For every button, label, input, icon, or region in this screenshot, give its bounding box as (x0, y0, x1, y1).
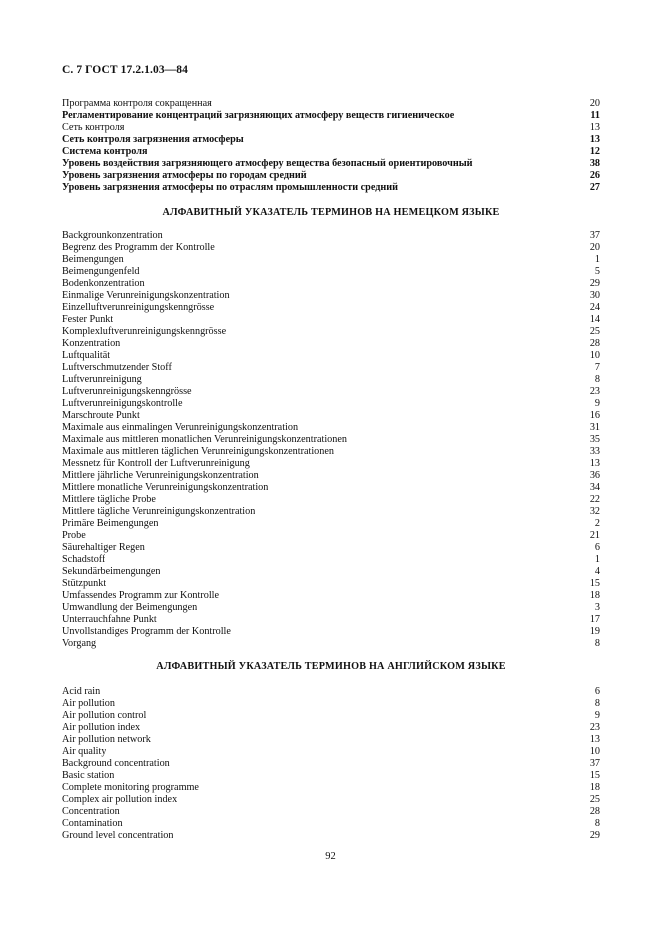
index-entry (62, 110, 600, 122)
index-page-ref: 15 (589, 578, 600, 589)
index-page-ref: 37 (589, 758, 600, 769)
index-entry (62, 398, 600, 410)
index-page-ref: 20 (589, 242, 600, 253)
index-entry (62, 566, 600, 578)
index-term: Fester Punkt (62, 314, 114, 325)
index-term: Maximale aus einmalingen Verunreinigungskonzentration (62, 422, 299, 433)
index-page-ref: 38 (589, 158, 600, 169)
index-page-ref: 16 (589, 410, 600, 421)
index-page-ref: 24 (589, 302, 600, 313)
index-page-ref: 6 (594, 686, 600, 697)
index-page-ref: 6 (594, 542, 600, 553)
index-entry (62, 158, 600, 170)
index-entry (62, 722, 600, 734)
index-term: Unterrauchfahne Punkt (62, 614, 157, 625)
index-entry (62, 470, 600, 482)
index-entry (62, 314, 600, 326)
index-entry (62, 482, 600, 494)
index-entry (62, 554, 600, 566)
index-entry (62, 434, 600, 446)
index-entry (62, 230, 600, 242)
index-page-ref: 13 (589, 734, 600, 745)
index-term: Air pollution network (62, 734, 151, 745)
index-term: Primäre Beimengungen (62, 518, 159, 529)
index-term: Система контроля (62, 146, 148, 157)
index-entry (62, 326, 600, 338)
index-term: Bodenkonzentration (62, 278, 145, 289)
index-term: Marschroute Punkt (62, 410, 140, 421)
index-term: Mittlere jährliche Verunreinigungskonzentration (62, 470, 259, 481)
index-term: Maximale aus mittleren täglichen Verunreinigungskonzentrationen (62, 446, 334, 457)
index-page-ref: 14 (589, 314, 600, 325)
index-term: Уровень воздействия загрязняющего атмосферу вещества безопасный ориентировочный (62, 158, 473, 169)
index-entry (62, 254, 600, 266)
index-term: Сеть контроля загрязнения атмосферы (62, 134, 244, 145)
index-term: Luftverunreinigungskenngrösse (62, 386, 192, 397)
index-page-ref: 10 (589, 350, 600, 361)
index-entry (62, 782, 600, 794)
index-page-ref: 3 (594, 602, 600, 613)
index-page-ref: 18 (589, 590, 600, 601)
index-page-ref: 35 (589, 434, 600, 445)
index-entry (62, 182, 600, 194)
index-term: Probe (62, 530, 86, 541)
german-index-heading: АЛФАВИТНЫЙ УКАЗАТЕЛЬ ТЕРМИНОВ НА НЕМЕЦКОМ ЯЗЫКЕ (162, 207, 500, 218)
index-entry (62, 170, 600, 182)
index-page-ref: 11 (590, 110, 600, 121)
index-entry (62, 134, 600, 146)
index-term: Сеть контроля (62, 122, 125, 133)
index-term: Luftverunreinigungskontrolle (62, 398, 183, 409)
index-term: Komplexluftverunreinigungskenngrösse (62, 326, 227, 337)
index-page-ref: 13 (589, 122, 600, 133)
index-entry (62, 518, 600, 530)
english-index-heading: АЛФАВИТНЫЙ УКАЗАТЕЛЬ ТЕРМИНОВ НА АНГЛИЙСКОМ ЯЗЫКЕ (156, 661, 506, 672)
index-page-ref: 37 (589, 230, 600, 241)
index-page-ref: 32 (589, 506, 600, 517)
index-entry (62, 446, 600, 458)
index-page-ref: 26 (589, 170, 600, 181)
index-term: Backgrounkonzentration (62, 230, 163, 241)
index-entry (62, 638, 600, 650)
index-entry (62, 830, 600, 842)
index-entry (62, 590, 600, 602)
index-entry (62, 530, 600, 542)
index-term: Messnetz für Kontroll der Luftverunreinigung (62, 458, 250, 469)
index-page-ref: 12 (589, 146, 600, 157)
index-page-ref: 8 (594, 638, 600, 649)
index-entry (62, 686, 600, 698)
index-term: Concentration (62, 806, 120, 817)
index-page-ref: 9 (594, 710, 600, 721)
index-page-ref: 28 (589, 806, 600, 817)
index-page-ref: 10 (589, 746, 600, 757)
index-term: Einmalige Verunreinigungskonzentration (62, 290, 230, 301)
index-term: Beimengungen (62, 254, 124, 265)
index-entry (62, 542, 600, 554)
index-term: Air pollution (62, 698, 115, 709)
index-entry (62, 278, 600, 290)
index-term: Complex air pollution index (62, 794, 178, 805)
index-page-ref: 36 (589, 470, 600, 481)
index-entry (62, 578, 600, 590)
index-entry (62, 122, 600, 134)
index-page-ref: 34 (589, 482, 600, 493)
index-entry (62, 626, 600, 638)
index-entry (62, 146, 600, 158)
index-entry (62, 290, 600, 302)
index-term: Vorgang (62, 638, 97, 649)
index-term: Air pollution control (62, 710, 147, 721)
index-page-ref: 31 (589, 422, 600, 433)
index-entry (62, 386, 600, 398)
index-entry (62, 266, 600, 278)
index-entry (62, 758, 600, 770)
index-page-ref: 18 (589, 782, 600, 793)
index-page-ref: 7 (594, 362, 600, 373)
index-term: Регламентирование концентраций загрязняющих атмосферу веществ гигиеническое (62, 110, 455, 121)
index-term: Begrenz des Programm der Kontrolle (62, 242, 215, 253)
index-entry (62, 350, 600, 362)
index-entry (62, 410, 600, 422)
index-page-ref: 9 (594, 398, 600, 409)
index-page-ref: 20 (589, 98, 600, 109)
index-page-ref: 25 (589, 326, 600, 337)
index-entry (62, 458, 600, 470)
index-entry (62, 506, 600, 518)
index-term: Air pollution index (62, 722, 141, 733)
index-term: Уровень загрязнения атмосферы по отраслям промышленности средний (62, 182, 398, 193)
index-entry (62, 602, 600, 614)
index-term: Schadstoff (62, 554, 106, 565)
index-entry (62, 374, 600, 386)
english-term-list (62, 686, 600, 842)
index-entry (62, 770, 600, 782)
russian-term-list (62, 98, 600, 194)
index-entry (62, 698, 600, 710)
index-term: Complete monitoring programme (62, 782, 199, 793)
index-page-ref: 33 (589, 446, 600, 457)
index-term: Unvollstandiges Programm der Kontrolle (62, 626, 231, 637)
index-page-ref: 5 (594, 266, 600, 277)
index-entry (62, 302, 600, 314)
index-page-ref: 30 (589, 290, 600, 301)
index-term: Уровень загрязнения атмосферы по городам средний (62, 170, 307, 181)
german-term-list (62, 230, 600, 650)
index-term: Air quality (62, 746, 107, 757)
index-term: Background concentration (62, 758, 170, 769)
index-term: Basic station (62, 770, 115, 781)
index-term: Sekundärbeimengungen (62, 566, 161, 577)
index-page-ref: 21 (589, 530, 600, 541)
index-entry (62, 806, 600, 818)
index-term: Einzelluftverunreinigungskenngrösse (62, 302, 215, 313)
index-page-ref: 8 (594, 698, 600, 709)
index-term: Acid rain (62, 686, 101, 697)
index-entry (62, 98, 600, 110)
index-page-ref: 1 (594, 254, 600, 265)
index-page-ref: 15 (589, 770, 600, 781)
index-term: Программа контроля сокращенная (62, 98, 212, 109)
index-page-ref: 2 (594, 518, 600, 529)
index-entry (62, 710, 600, 722)
index-term: Luftqualität (62, 350, 111, 361)
index-term: Maximale aus mittleren monatlichen Verunreinigungskonzentrationen (62, 434, 347, 445)
index-term: Ground level concentration (62, 830, 174, 841)
index-page-ref: 29 (589, 278, 600, 289)
index-entry (62, 818, 600, 830)
index-entry (62, 494, 600, 506)
index-page-ref: 13 (589, 134, 600, 145)
index-entry (62, 746, 600, 758)
index-entry (62, 734, 600, 746)
index-page-ref: 23 (589, 386, 600, 397)
index-page-ref: 23 (589, 722, 600, 733)
index-term: Beimengungenfeld (62, 266, 140, 277)
index-page-ref: 25 (589, 794, 600, 805)
index-page-ref: 4 (594, 566, 600, 577)
index-page-ref: 8 (594, 374, 600, 385)
index-entry (62, 794, 600, 806)
index-page-ref: 8 (594, 818, 600, 829)
index-entry (62, 242, 600, 254)
index-term: Mittlere tägliche Verunreinigungskonzentration (62, 506, 256, 517)
index-page-ref: 28 (589, 338, 600, 349)
index-entry (62, 362, 600, 374)
index-term: Mittlere tägliche Probe (62, 494, 156, 505)
index-term: Luftverschmutzender Stoff (62, 362, 172, 373)
index-page-ref: 13 (589, 458, 600, 469)
index-entry (62, 614, 600, 626)
index-entry (62, 422, 600, 434)
index-term: Stützpunkt (62, 578, 107, 589)
index-page-ref: 27 (589, 182, 600, 193)
index-page-ref: 19 (589, 626, 600, 637)
page-header: С. 7 ГОСТ 17.2.1.03—84 (62, 64, 188, 76)
index-term: Konzentration (62, 338, 121, 349)
page-number: 92 (325, 851, 336, 862)
index-page-ref: 29 (589, 830, 600, 841)
index-term: Contamination (62, 818, 123, 829)
index-term: Säurehaltiger Regen (62, 542, 145, 553)
index-page-ref: 1 (594, 554, 600, 565)
index-entry (62, 338, 600, 350)
index-term: Umwandlung der Beimengungen (62, 602, 198, 613)
index-page-ref: 22 (589, 494, 600, 505)
index-term: Luftverunreinigung (62, 374, 142, 385)
index-term: Umfassendes Programm zur Kontrolle (62, 590, 220, 601)
index-page-ref: 17 (589, 614, 600, 625)
index-term: Mittlere monatliche Verunreinigungskonzentration (62, 482, 269, 493)
